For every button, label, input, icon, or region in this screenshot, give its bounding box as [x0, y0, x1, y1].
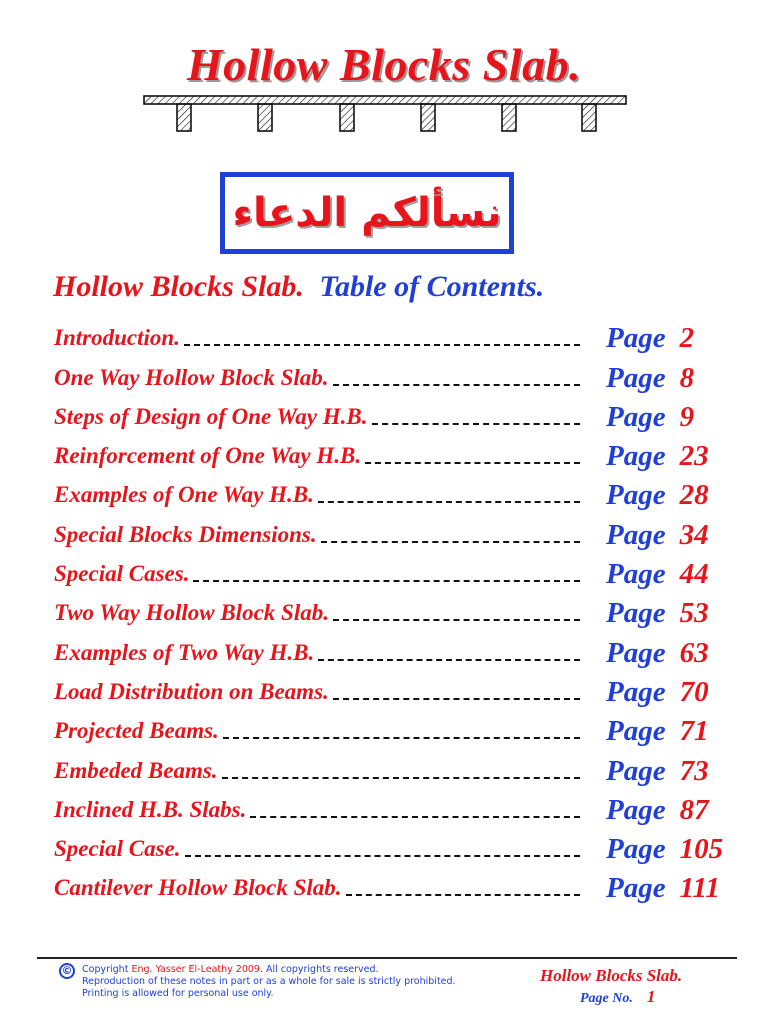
toc-entry-label: Two Way Hollow Block Slab.: [54, 600, 329, 626]
toc-entry-label: Load Distribution on Beams.: [54, 678, 329, 704]
toc-entry-label: One Way Hollow Block Slab.: [54, 364, 329, 390]
toc-row[interactable]: [54, 476, 754, 515]
page-word: Page: [606, 558, 666, 591]
toc-row[interactable]: [54, 398, 754, 437]
table-of-contents: [54, 319, 754, 908]
footer-page-number: [580, 987, 655, 1007]
dashed-leader: [365, 462, 580, 464]
toc-entry-label: Special Case.: [54, 836, 181, 862]
toc-page-number: 111: [679, 872, 720, 905]
toc-page-number: 9: [679, 400, 695, 433]
toc-entry-label: Examples of One Way H.B.: [54, 482, 314, 508]
toc-entry-label: Projected Beams.: [54, 718, 219, 744]
toc-row[interactable]: [54, 751, 754, 790]
toc-row[interactable]: [54, 712, 754, 751]
toc-page-number: 63: [679, 636, 709, 669]
prayer-text: نسألكم الدعاء: [232, 190, 502, 236]
page-word: Page: [606, 361, 666, 394]
toc-entry-label: Special Cases.: [54, 561, 190, 587]
page-word: Page: [606, 597, 666, 630]
toc-page-number: 73: [679, 754, 709, 787]
toc-entry-label: Reinforcement of One Way H.B.: [54, 443, 362, 469]
dashed-leader: [318, 659, 580, 661]
page-word: Page: [606, 636, 666, 669]
dashed-leader: [372, 423, 581, 425]
copyright-author: Eng. Yasser El-Leathy 2009: [131, 964, 260, 975]
page-word: Page: [606, 715, 666, 748]
footer-page-value: 1: [646, 987, 656, 1006]
dashed-leader: [333, 698, 580, 700]
dashed-leader: [250, 816, 580, 818]
dashed-leader: [223, 737, 580, 739]
slab-section-drawing: [140, 93, 630, 135]
toc-heading-title: Hollow Blocks Slab.: [53, 270, 304, 303]
page-word: Page: [606, 400, 666, 433]
toc-page-number: 28: [679, 479, 709, 512]
toc-entry-label: Steps of Design of One Way H.B.: [54, 403, 368, 429]
toc-row[interactable]: [54, 319, 754, 358]
toc-entry-label: Introduction.: [54, 325, 180, 351]
dashed-leader: [333, 619, 580, 621]
toc-row[interactable]: [54, 437, 754, 476]
page-word: Page: [606, 793, 666, 826]
page-word: Page: [606, 675, 666, 708]
document-title: Hollow Blocks Slab.: [186, 39, 582, 90]
toc-row[interactable]: [54, 673, 754, 712]
page-word: Page: [606, 518, 666, 551]
toc-row[interactable]: [54, 830, 754, 869]
toc-row[interactable]: [54, 869, 754, 908]
toc-row[interactable]: [54, 791, 754, 830]
slab-rib: [421, 104, 435, 131]
toc-page-number: 2: [679, 322, 695, 355]
copyright-suffix: . All copyrights reserved.: [259, 964, 379, 975]
toc-page-number: 44: [679, 558, 709, 591]
page-word: Page: [606, 322, 666, 355]
slab-rib: [177, 104, 191, 131]
footer-page-label: Page No.: [580, 991, 633, 1006]
toc-entry-label: Embeded Beams.: [54, 757, 218, 783]
copyright-line-1: [82, 964, 456, 976]
dashed-leader: [333, 384, 580, 386]
footer-copyright-text: [82, 964, 456, 1000]
page-word: Page: [606, 479, 666, 512]
toc-page-number: 105: [679, 833, 724, 866]
toc-entry-label: Examples of Two Way H.B.: [54, 639, 315, 665]
dashed-leader: [222, 777, 580, 779]
dashed-leader: [184, 344, 580, 346]
toc-row[interactable]: [54, 358, 754, 397]
page-word: Page: [606, 833, 666, 866]
dashed-leader: [185, 855, 581, 857]
toc-page-number: 34: [679, 518, 709, 551]
toc-row[interactable]: [54, 594, 754, 633]
dashed-leader: [321, 541, 580, 543]
toc-entry-label: Special Blocks Dimensions.: [54, 521, 317, 547]
toc-heading: [53, 270, 544, 304]
slab-rib: [340, 104, 354, 131]
toc-heading-subtitle: Table of Contents.: [319, 270, 545, 303]
copyright-line-2: Reproduction of these notes in part or as a whole for sale is strictly prohibited.: [82, 976, 456, 987]
dashed-leader: [318, 501, 580, 503]
copyright-prefix: Copyright: [82, 964, 129, 975]
footer-divider: [37, 957, 737, 959]
page-word: Page: [606, 440, 666, 473]
toc-page-number: 71: [679, 715, 709, 748]
page-word: Page: [606, 754, 666, 787]
dashed-leader: [346, 894, 580, 896]
toc-page-number: 8: [679, 361, 695, 394]
toc-entry-label: Cantilever Hollow Block Slab.: [54, 875, 342, 901]
toc-page-number: 53: [679, 597, 709, 630]
page-word: Page: [606, 872, 666, 905]
dashed-leader: [193, 580, 580, 582]
slab-rib: [582, 104, 596, 131]
slab-rib: [502, 104, 516, 131]
copyright-icon: ©: [59, 963, 75, 979]
toc-entry-label: Inclined H.B. Slabs.: [54, 796, 247, 822]
toc-row[interactable]: [54, 633, 754, 672]
toc-page-number: 87: [679, 793, 709, 826]
copyright-line-3: Printing is allowed for personal use only.: [82, 988, 274, 999]
toc-row[interactable]: [54, 515, 754, 554]
toc-row[interactable]: [54, 555, 754, 594]
footer-doc-title: Hollow Blocks Slab.: [540, 966, 683, 985]
toc-page-number: 23: [679, 440, 709, 473]
prayer-box: [220, 172, 514, 254]
toc-page-number: 70: [679, 675, 709, 708]
slab-rib: [258, 104, 272, 131]
